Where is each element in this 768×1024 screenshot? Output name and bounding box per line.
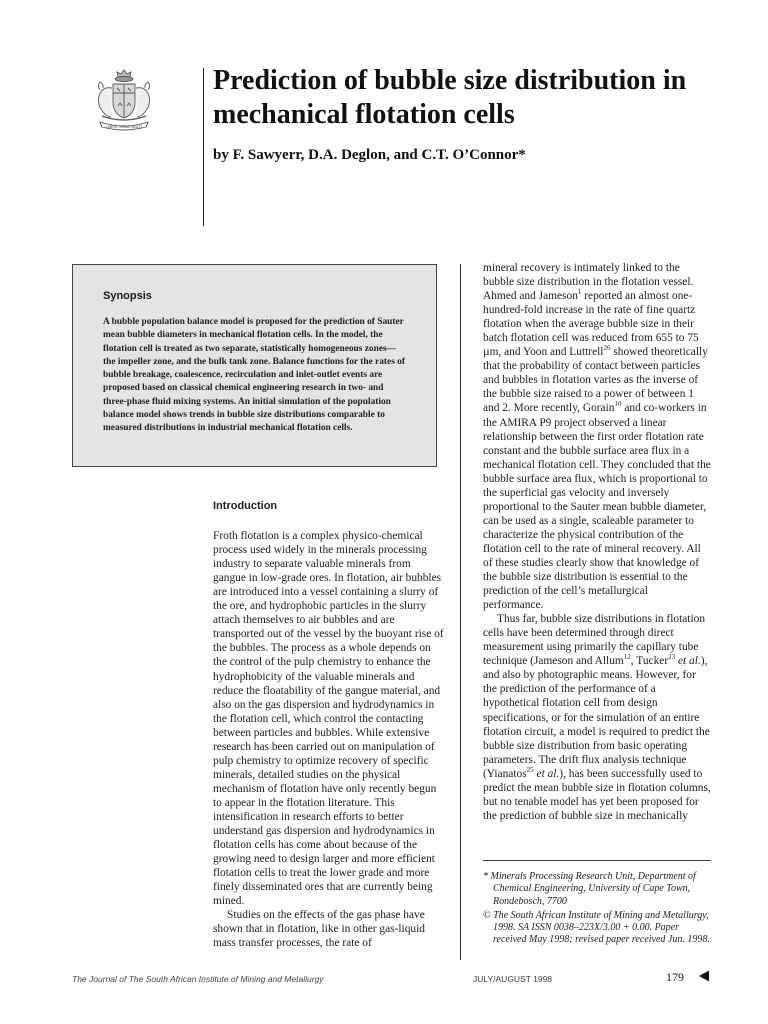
- synopsis-heading: Synopsis: [103, 290, 152, 302]
- ref-sup: 12: [623, 653, 631, 662]
- title-divider: [203, 68, 204, 226]
- page-number: 179: [666, 970, 684, 984]
- svg-text:LABOR OMNIA VINCIT: LABOR OMNIA VINCIT: [105, 125, 143, 129]
- footer-issue-date: JULY/AUGUST 1998: [473, 974, 553, 984]
- triangle-left-icon: [697, 969, 711, 983]
- ref-sup: 26: [603, 344, 611, 353]
- footer-journal-name: The Journal of The South African Institute of Mining and Metallurgy: [72, 974, 324, 984]
- ref-sup: 1: [577, 288, 582, 297]
- paper-title: Prediction of bubble size distribution in mechanical flotation cells: [213, 65, 687, 130]
- footnote-affiliation: * Minerals Processing Research Unit, Department of Chemical Engineering, University of Cape Town, Rondebosch, 7700: [483, 871, 696, 907]
- footnote-copyright: © The South African Institute of Mining and Metallurgy, 1998. SA ISSN 0038–223X/3.00 + 0.00. Paper received May 1998; revised paper received Jun. 1998.: [483, 909, 710, 946]
- left-column: [213, 499, 445, 950]
- right-paragraph-1: mineral recovery is intimately linked to the bubble size distribution in the flotation vessel. Ahmed and Jameson$^1$ reported an almost one-hundred-fold increase in the rate of fine quartz flotation when the average bubble size in their batch flotation cell was reduced from 655 to 75 µm, and Yoon and Luttrell$^{26}$ showed theoretically that the probability of contact between particles and bubbles in flotation varies as the inverse of the bubble size raised to a power of between 1 and 2. More recently, Gorain$^{10}$ and co-workers in the AMIRA P9 project observed a linear relationship between the first order flotation rate constant and the bubble surface area flux in a mechanical flotation cell. They concluded that the bubble surface area flux, which is proportional to the superficial gas velocity and inversely proportional to the Sauter mean bubble diameter, can be used as a single, scaleable parameter to characterize the physical contribution of the flotation cell to the rate of mineral recovery. All of these studies clearly show that knowledge of the bubble size distribution is essential to the prediction of the cell’s metallurgical performance.: [483, 262, 711, 612]
- synopsis-text: A bubble population balance model is proposed for the prediction of Sauter mean bubble diameters in mechanical flotation cells. In the model, the flotation cell is treated as two separate, statistically homogeneous zones—the impeller zone, and the bulk tank zone. Balance functions for the rates of bubble breakage, coalescence, recirculation and inlet-outlet events are proposed based on classical chemical engineering research in two- and three-phase fluid mixing systems. An initial simulation of the population balance model shows trends in bubble size distributions comparable to measured distributions in industrial mechanical flotation cells.: [103, 317, 405, 434]
- right-column: [483, 261, 711, 823]
- paper-authors: by F. Sawyerr, D.A. Deglon, and C.T. O’Connor*: [213, 147, 526, 163]
- intro-paragraph-2: Studies on the effects of the gas phase have shown that in flotation, like in other gas-liquid mass transfer processes, the rate of: [213, 909, 425, 950]
- ref-sup: 25: [526, 765, 534, 774]
- institute-crest-icon: [92, 66, 156, 138]
- footnotes: [483, 871, 713, 949]
- ref-sup: 23: [668, 653, 676, 662]
- synopsis-box: [72, 264, 437, 467]
- column-divider: [460, 264, 461, 960]
- right-paragraph-2: Thus far, bubble size distributions in flotation cells have been determined through direct measurement using primarily the capillary tube technique (Jameson and Allum$^{12}$, Tucker$^{23}$ et al.), and also by photographic means. However, for the prediction of the performance of a hypothetical flotation cell from design specifications, or for the simulation of an entire flotation circuit, a model is required to predict the bubble size distribution from basic operating parameters. The drift flux analysis technique (Yianatos$^{25}$ et al.), has been successfully used to predict the mean bubble size in flotation columns, but no tenable model has yet been proposed for the prediction of bubble size in mechanically: [483, 613, 711, 822]
- footnote-divider: [483, 860, 711, 861]
- intro-paragraph-1: Froth flotation is a complex physico-chemical process used widely in the minerals processing industry to separate valuable minerals from gangue in low-grade ores. In flotation, air bubbles are introduced into a vessel containing a slurry of the ore, and hydrophobic particles in the slurry attach themselves to air bubbles and are transported out of the vessel by the buoyant rise of the bubbles. The process as a whole depends on the control of the pulp chemistry to enhance the hydrophobicity of the valuable minerals and reduce the floatability of the gangue material, and also on the gas dispersion and hydrodynamics in the flotation cell, which control the contacting between particles and bubbles. While extensive research has been carried out on manipulation of pulp chemistry to optimize recovery of specific minerals, detailed studies on the physical mechanism of flotation have only recently begun to appear in the flotation literature. This intensification in research efforts to better understand gas dispersion and hydrodynamics in flotation cells has come about because of the growing need to design larger and more efficient flotation cells to treat the lower grade and more finely disseminated ores that are currently being mined.: [213, 530, 444, 908]
- ref-sup: 10: [614, 400, 622, 409]
- introduction-heading: Introduction: [213, 500, 278, 512]
